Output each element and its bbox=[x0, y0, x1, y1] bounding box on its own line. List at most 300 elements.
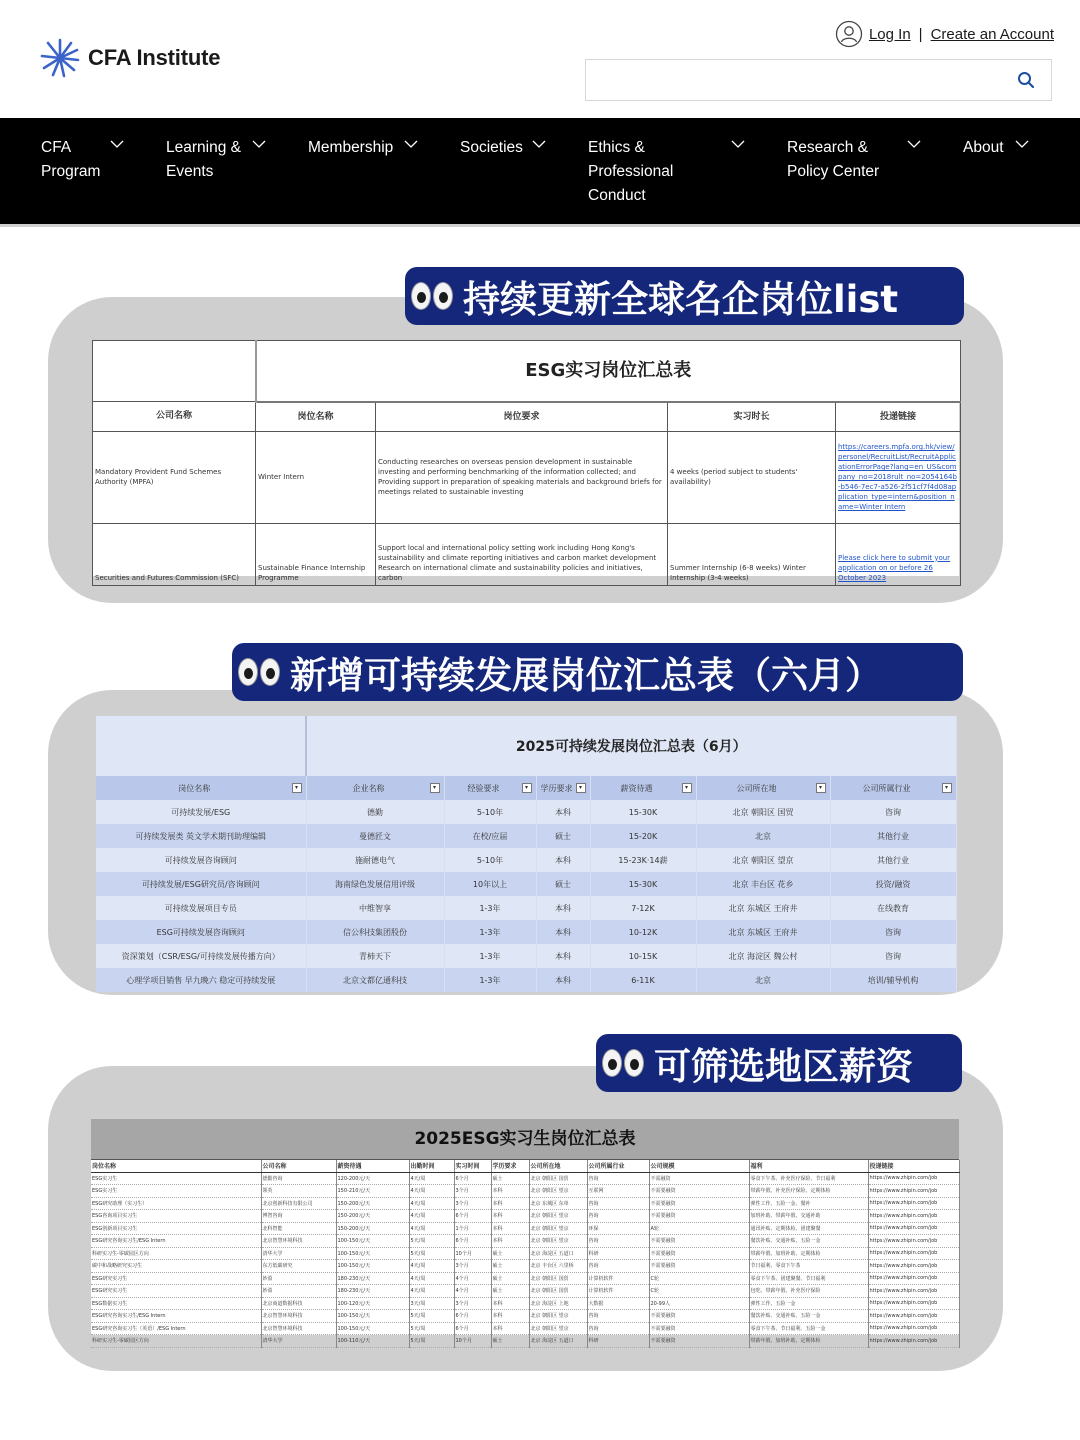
table-cell: Sustainable Finance Internship Programme bbox=[256, 523, 376, 585]
nav-ethics[interactable] bbox=[588, 136, 673, 208]
chevron-down-icon[interactable] bbox=[110, 140, 124, 149]
apply-link[interactable]: https://www.zhipin.com/job bbox=[868, 1172, 959, 1185]
table-cell: 北京 bbox=[696, 968, 830, 992]
table-cell: 硕士 bbox=[536, 872, 590, 896]
table-row bbox=[91, 1335, 959, 1348]
nav-label: Research & bbox=[787, 139, 868, 156]
sheet-title: 2025可持续发展岗位汇总表（6月） bbox=[306, 716, 956, 776]
table-cell: 150-200元/天 bbox=[336, 1222, 409, 1235]
table-cell: 4天/周 bbox=[409, 1272, 454, 1285]
table-cell: 其他行业 bbox=[830, 824, 956, 848]
filter-dropdown-icon: ▾ bbox=[942, 783, 952, 793]
esg-intern-salary-sheet bbox=[91, 1119, 959, 1345]
column-header[interactable]: 薪资待遇 bbox=[336, 1160, 409, 1172]
table-cell: 心理学项目销售 早九晚六 稳定可持续发展 bbox=[96, 968, 306, 992]
table-cell: 硕士 bbox=[491, 1272, 529, 1285]
table-cell: 本科 bbox=[536, 968, 590, 992]
table-cell: 餐饮补贴、交通补贴、五险一金 bbox=[749, 1310, 868, 1323]
table-cell: 零食下午茶、补充医疗保险、节日福利 bbox=[749, 1172, 868, 1185]
table-row bbox=[96, 968, 956, 992]
table-cell: 包吃、带薪年假、补充医疗保险 bbox=[749, 1285, 868, 1298]
esg-intern-sheet bbox=[92, 340, 959, 582]
table-cell: ESG数据实习生 bbox=[91, 1297, 261, 1310]
table-cell: C轮 bbox=[649, 1272, 749, 1285]
table-cell: 1-3年 bbox=[444, 920, 536, 944]
table-cell: 6个月 bbox=[454, 1235, 491, 1248]
nav-about[interactable] bbox=[963, 136, 1004, 160]
apply-link[interactable]: https://www.zhipin.com/job bbox=[868, 1210, 959, 1223]
table-cell: 东方低碳研究 bbox=[261, 1260, 336, 1273]
apply-link[interactable]: https://www.zhipin.com/job bbox=[868, 1197, 959, 1210]
filter-dropdown-icon: ▾ bbox=[522, 783, 532, 793]
create-account-link[interactable]: Create an Account bbox=[930, 25, 1054, 43]
logo[interactable] bbox=[40, 38, 220, 78]
column-header: 实习时长 bbox=[668, 402, 836, 432]
table-cell: 可持续发展咨询顾问 bbox=[96, 848, 306, 872]
table-row bbox=[96, 896, 956, 920]
table-cell: 青柿天下 bbox=[306, 944, 444, 968]
column-header[interactable]: 公司所在地 ▾ bbox=[696, 776, 830, 800]
column-header[interactable]: 投递链接 bbox=[868, 1160, 959, 1172]
sheet-corner bbox=[96, 716, 306, 776]
table-cell: 北京 朝阳区 国贸 bbox=[529, 1272, 587, 1285]
table-cell: 本科 bbox=[491, 1185, 529, 1198]
chevron-down-icon[interactable] bbox=[907, 140, 921, 149]
sustainability-sheet bbox=[96, 716, 956, 985]
table-cell: Securities and Futures Commission (SFC) bbox=[93, 523, 256, 585]
table-cell: ESG可持续发展咨询顾问 bbox=[96, 920, 306, 944]
table-cell: ESG研究咨询实习生（英语）/ESG Intern bbox=[91, 1322, 261, 1335]
table-cell: 120-200元/天 bbox=[336, 1172, 409, 1185]
table-cell: 咨询 bbox=[830, 944, 956, 968]
chevron-down-icon[interactable] bbox=[731, 140, 745, 149]
nav-label: Learning & bbox=[166, 139, 241, 156]
table-cell: 投资/融资 bbox=[830, 872, 956, 896]
nav-label: Professional bbox=[588, 163, 674, 180]
table-cell: 4天/周 bbox=[409, 1260, 454, 1273]
table-cell: 4天/周 bbox=[409, 1197, 454, 1210]
apply-link[interactable]: https://www.zhipin.com/job bbox=[868, 1247, 959, 1260]
table-row bbox=[96, 824, 956, 848]
sheet-title: 2025ESG实习生岗位汇总表 bbox=[91, 1119, 959, 1160]
table-cell: 硕士 bbox=[491, 1247, 529, 1260]
table-cell: 节日福利、零食下午茶 bbox=[749, 1260, 868, 1273]
table-row bbox=[96, 800, 956, 824]
chevron-down-icon[interactable] bbox=[252, 140, 266, 149]
table-cell: 5-10年 bbox=[444, 800, 536, 824]
table-cell: 6个月 bbox=[454, 1172, 491, 1185]
table-cell: 北京智慧环境科技 bbox=[261, 1310, 336, 1323]
table-cell: 3个月 bbox=[454, 1297, 491, 1310]
table-cell: ESG研究实习生 bbox=[91, 1272, 261, 1285]
table-cell: 不需要融资 bbox=[649, 1185, 749, 1198]
table-cell: 不需要融资 bbox=[649, 1260, 749, 1273]
table-row bbox=[91, 1247, 959, 1260]
table-cell: ESG研究实习生 bbox=[91, 1285, 261, 1298]
table-cell: 互联网 bbox=[587, 1185, 649, 1198]
table-cell: 4个月 bbox=[454, 1285, 491, 1298]
apply-link[interactable]: https://www.zhipin.com/job bbox=[868, 1297, 959, 1310]
table-cell: 100-150元/天 bbox=[336, 1260, 409, 1273]
table-cell: 10个月 bbox=[454, 1335, 491, 1348]
column-header[interactable]: 福利 bbox=[749, 1160, 868, 1172]
table-cell: 北京 东城区 王府井 bbox=[696, 896, 830, 920]
nav-label: Events bbox=[166, 163, 214, 180]
table-row bbox=[96, 920, 956, 944]
apply-link[interactable]: https://www.zhipin.com/job bbox=[868, 1272, 959, 1285]
table-cell: 本科 bbox=[491, 1235, 529, 1248]
table-cell: 不需要融资 bbox=[649, 1210, 749, 1223]
apply-link[interactable]: https://www.zhipin.com/job bbox=[868, 1310, 959, 1323]
table-cell: 本科 bbox=[536, 896, 590, 920]
table-cell: 信公科技集团股份 bbox=[306, 920, 444, 944]
table-row bbox=[91, 1185, 959, 1198]
table-cell: 科研 bbox=[587, 1247, 649, 1260]
table-cell: 可持续发展类 英文学术期刊助理编辑 bbox=[96, 824, 306, 848]
chevron-down-icon[interactable] bbox=[404, 140, 418, 149]
column-header[interactable]: 出勤时间 bbox=[409, 1160, 454, 1172]
apply-link[interactable]: https://www.zhipin.com/job bbox=[868, 1222, 959, 1235]
filter-dropdown-icon: ▾ bbox=[576, 783, 586, 793]
apply-link[interactable]: https://www.zhipin.com/job bbox=[868, 1260, 959, 1273]
table-cell: ESG研究咨询实习生/ESG Intern bbox=[91, 1235, 261, 1248]
table-cell: Summer Internship (6-8 weeks) Winter Internship (3-4 weeks) bbox=[668, 523, 836, 585]
link-separator: | bbox=[918, 25, 923, 43]
nav-label: About bbox=[963, 139, 1004, 156]
table-cell: 15-30K bbox=[590, 872, 696, 896]
table-cell: 带薪年假、加班补助、定期体检 bbox=[749, 1247, 868, 1260]
table-row bbox=[91, 1310, 959, 1323]
apply-link[interactable]: https://www.zhipin.com/job bbox=[868, 1322, 959, 1335]
badge-text: 新增可持续发展岗位汇总表（六月） bbox=[290, 654, 882, 697]
table-cell: 10-12K bbox=[590, 920, 696, 944]
nav-societies[interactable] bbox=[460, 136, 523, 160]
table-cell: 北京 朝阳区 望京 bbox=[696, 848, 830, 872]
table-cell: 大数据 bbox=[587, 1297, 649, 1310]
column-header: 岗位要求 bbox=[376, 402, 668, 432]
table-cell: A轮 bbox=[649, 1222, 749, 1235]
table-cell: 北京文都亿通科技 bbox=[306, 968, 444, 992]
column-header: 公司名称 bbox=[93, 402, 256, 432]
column-header[interactable]: 岗位名称 ▾ bbox=[96, 776, 306, 800]
table-cell: 科研 bbox=[587, 1335, 649, 1348]
table-cell: 北京 东城区 王府井 bbox=[696, 920, 830, 944]
user-icon bbox=[835, 20, 863, 48]
table-cell: 北京 朝阳区 望京 bbox=[529, 1210, 587, 1223]
eyes-icon bbox=[411, 282, 453, 310]
table-cell: 20-99人 bbox=[649, 1297, 749, 1310]
table-cell: 100-150元/天 bbox=[336, 1310, 409, 1323]
table-cell: 可持续发展项目专员 bbox=[96, 896, 306, 920]
table-cell: 100-110元/天 bbox=[336, 1335, 409, 1348]
table-cell: 150-200元/天 bbox=[336, 1197, 409, 1210]
table-cell: 咨询 bbox=[830, 800, 956, 824]
table-cell: 北京 bbox=[696, 824, 830, 848]
table-cell: 弹性工作、五险一金、餐补 bbox=[749, 1197, 868, 1210]
eyes-icon bbox=[238, 658, 280, 686]
table-cell: 4 weeks (period subject to students' availability) bbox=[668, 431, 836, 523]
table-cell: 本科 bbox=[536, 800, 590, 824]
table-row bbox=[91, 1197, 959, 1210]
table-cell: Conducting researches on overseas pension development in sustainable investing and performing benchmarking of the information collected; and Providing support in preparation of speaking materials and background briefs for meetings related to sustainable investing bbox=[376, 431, 668, 523]
chevron-down-icon[interactable] bbox=[532, 140, 546, 149]
column-header[interactable]: 学历要求 bbox=[491, 1160, 529, 1172]
table-cell: 5天/周 bbox=[409, 1310, 454, 1323]
nav-label: Membership bbox=[308, 139, 394, 156]
table-cell: C轮 bbox=[649, 1285, 749, 1298]
table-row bbox=[96, 848, 956, 872]
filter-dropdown-icon: ▾ bbox=[430, 783, 440, 793]
column-header[interactable]: 企业名称 ▾ bbox=[306, 776, 444, 800]
table-cell: 妙盈 bbox=[261, 1285, 336, 1298]
table-cell: 100-150元/天 bbox=[336, 1247, 409, 1260]
table-cell: 北京智慧环境科技 bbox=[261, 1322, 336, 1335]
table-cell: 15-30K bbox=[590, 800, 696, 824]
table-cell: 咨询 bbox=[830, 920, 956, 944]
badge-text: 可筛选地区薪资 bbox=[654, 1045, 913, 1088]
table-cell: 带薪年假、加班补助、定期体检 bbox=[749, 1335, 868, 1348]
table-cell: 150-210元/天 bbox=[336, 1185, 409, 1198]
table-cell: 100-150元/天 bbox=[336, 1322, 409, 1335]
table-row bbox=[93, 523, 961, 585]
table-cell: 150-200元/天 bbox=[336, 1210, 409, 1223]
table-cell: 北京智慧环境科技 bbox=[261, 1235, 336, 1248]
table-cell: 100-150元/天 bbox=[336, 1235, 409, 1248]
table-cell: 零食下午茶、节日福利、五险一金 bbox=[749, 1322, 868, 1335]
table-cell: 北京创新科技有限公司 bbox=[261, 1197, 336, 1210]
apply-link[interactable]: https://www.zhipin.com/job bbox=[868, 1335, 959, 1348]
table-cell: 北京 朝阳区 望京 bbox=[529, 1310, 587, 1323]
table-cell: 硕士 bbox=[491, 1285, 529, 1298]
table-cell: 北京 海淀区 五道口 bbox=[529, 1247, 587, 1260]
table-cell: 本科 bbox=[536, 944, 590, 968]
nav-learning-events[interactable] bbox=[166, 136, 241, 184]
filter-dropdown-icon: ▾ bbox=[292, 783, 302, 793]
table-cell: 3个月 bbox=[454, 1260, 491, 1273]
table-cell: 科研实习生-零碳园区方向 bbox=[91, 1247, 261, 1260]
table-cell: Support local and international policy setting work including Hong Kong's sustainability and climate reporting initiatives and carbon market development Research on international climate and sustainability policies and initiatives, carbon bbox=[376, 523, 668, 585]
eyes-icon bbox=[602, 1049, 644, 1077]
table-cell: 施耐德电气 bbox=[306, 848, 444, 872]
column-header[interactable]: 公司所属行业 ▾ bbox=[830, 776, 956, 800]
section-badge-2 bbox=[232, 643, 963, 701]
table-cell: 10年以上 bbox=[444, 872, 536, 896]
table-cell: ESG研究咨询实习生/ESG Intern bbox=[91, 1310, 261, 1323]
table-cell: 博智咨询 bbox=[261, 1210, 336, 1223]
table-cell: 北京 朝阳区 国贸 bbox=[696, 800, 830, 824]
table-cell: Mandatory Provident Fund Schemes Authority (MPFA) bbox=[93, 431, 256, 523]
table-cell: 北京 朝阳区 望京 bbox=[529, 1235, 587, 1248]
table-cell: 15-23K·14薪 bbox=[590, 848, 696, 872]
table-row bbox=[91, 1285, 959, 1298]
table-row bbox=[91, 1222, 959, 1235]
table-cell: 180-230元/天 bbox=[336, 1285, 409, 1298]
nav-cfa-program[interactable] bbox=[41, 136, 100, 184]
table-cell: 6个月 bbox=[454, 1310, 491, 1323]
table-cell: 咨询 bbox=[587, 1197, 649, 1210]
table-cell: 4天/周 bbox=[409, 1210, 454, 1223]
table-cell: 3个月 bbox=[454, 1185, 491, 1198]
table-cell: 咨询 bbox=[587, 1260, 649, 1273]
table-cell: 4天/周 bbox=[409, 1222, 454, 1235]
table-cell: 资深策划（CSR/ESG/可持续发展传播方向） bbox=[96, 944, 306, 968]
nav-label: Program bbox=[41, 163, 101, 180]
table-cell: 可持续发展/ESG bbox=[96, 800, 306, 824]
nav-research[interactable] bbox=[787, 136, 879, 184]
table-cell: 计算机软件 bbox=[587, 1272, 649, 1285]
table-cell: 本科 bbox=[491, 1310, 529, 1323]
table-cell: 北京 朝阳区 国贸 bbox=[529, 1285, 587, 1298]
table-row bbox=[91, 1235, 959, 1248]
section-badge-1 bbox=[405, 267, 964, 325]
table-cell: ESG实习生 bbox=[91, 1185, 261, 1198]
table-cell: 北京 海淀区 上地 bbox=[529, 1297, 587, 1310]
apply-link[interactable]: https://www.zhipin.com/job bbox=[868, 1185, 959, 1198]
table-cell: 咨询 bbox=[587, 1235, 649, 1248]
apply-link[interactable]: Please click here to submit your application on or before 26 October 2023 bbox=[836, 523, 961, 585]
filter-dropdown-icon: ▾ bbox=[682, 783, 692, 793]
column-header[interactable]: 岗位名称 bbox=[91, 1160, 261, 1172]
table-cell: Winter Intern bbox=[256, 431, 376, 523]
header-row bbox=[91, 1160, 959, 1172]
table-cell: 1-3年 bbox=[444, 944, 536, 968]
column-header[interactable]: 公司所属行业 bbox=[587, 1160, 649, 1172]
table-cell: 计算机软件 bbox=[587, 1285, 649, 1298]
apply-link[interactable]: https://www.zhipin.com/job bbox=[868, 1285, 959, 1298]
table-cell: 本科 bbox=[491, 1222, 529, 1235]
table-cell: 清华大学 bbox=[261, 1247, 336, 1260]
table-cell: 不需融资 bbox=[649, 1172, 749, 1185]
table-cell: 北京 朝阳区 国贸 bbox=[529, 1172, 587, 1185]
column-header[interactable]: 公司规模 bbox=[649, 1160, 749, 1172]
column-header: 岗位名称 bbox=[256, 402, 376, 432]
table-cell: 100-120元/天 bbox=[336, 1297, 409, 1310]
table-cell: 5天/周 bbox=[409, 1247, 454, 1260]
apply-link[interactable]: https://careers.mpfa.org.hk/view/personel/RecruitList/RecruitApplicationErrorPage?lang=en_US&company_no=2018rult_no=2054164b-b546-7ec7-a526-2f51cf7f4d08application_type=intern&position_name=Winter Intern bbox=[836, 431, 961, 523]
table-cell: 4天/周 bbox=[409, 1285, 454, 1298]
column-header[interactable]: 公司所在地 bbox=[529, 1160, 587, 1172]
table-cell: 4天/周 bbox=[409, 1185, 454, 1198]
table-cell: 曼德匠文 bbox=[306, 824, 444, 848]
table-cell: 4天/周 bbox=[409, 1172, 454, 1185]
search-input[interactable] bbox=[585, 59, 1052, 101]
apply-link[interactable]: https://www.zhipin.com/job bbox=[868, 1235, 959, 1248]
table-cell: 北京商道数据科技 bbox=[261, 1297, 336, 1310]
section-badge-3 bbox=[596, 1034, 962, 1092]
table-cell: 5天/周 bbox=[409, 1322, 454, 1335]
table-cell: 领英 bbox=[261, 1185, 336, 1198]
column-header: 投递链接 bbox=[836, 402, 961, 432]
table-cell: ESG创新项目实习生 bbox=[91, 1222, 261, 1235]
table-cell: ESG咨询项目实习生 bbox=[91, 1210, 261, 1223]
table-cell: 5天/周 bbox=[409, 1335, 454, 1348]
column-header[interactable]: 公司名称 bbox=[261, 1160, 336, 1172]
table-cell: 本科 bbox=[491, 1322, 529, 1335]
table-cell: 1个月 bbox=[454, 1222, 491, 1235]
table-cell: 咨询 bbox=[587, 1210, 649, 1223]
table-cell: 硕士 bbox=[491, 1172, 529, 1185]
nav-label: Policy Center bbox=[787, 163, 880, 180]
table-cell: 德勤 bbox=[306, 800, 444, 824]
table-cell: 5-10年 bbox=[444, 848, 536, 872]
table-cell: 北科智能 bbox=[261, 1222, 336, 1235]
table-cell: 本科 bbox=[491, 1197, 529, 1210]
chevron-down-icon[interactable] bbox=[1015, 140, 1029, 149]
table-cell: 硕士 bbox=[536, 824, 590, 848]
table-cell: 加班补助、带薪年假、交通补助 bbox=[749, 1210, 868, 1223]
table-cell: 本科 bbox=[536, 848, 590, 872]
sheet-corner bbox=[93, 341, 256, 402]
table-cell: 妙盈 bbox=[261, 1272, 336, 1285]
table-cell: 北京 东城区 东单 bbox=[529, 1197, 587, 1210]
cfa-logo-icon bbox=[40, 38, 80, 78]
column-header[interactable]: 学历要求 ▾ bbox=[536, 776, 590, 800]
table-cell: 不需要融资 bbox=[649, 1197, 749, 1210]
table-cell: 6-11K bbox=[590, 968, 696, 992]
table-cell: 本科 bbox=[536, 920, 590, 944]
table-cell: 1-3年 bbox=[444, 896, 536, 920]
table-cell: 科研实习生-零碳园区方向 bbox=[91, 1335, 261, 1348]
table-cell: 北京 朝阳区 望京 bbox=[529, 1222, 587, 1235]
column-header[interactable]: 实习时间 bbox=[454, 1160, 491, 1172]
column-header[interactable]: 经验要求 ▾ bbox=[444, 776, 536, 800]
table-cell: 北京 朝阳区 望京 bbox=[529, 1185, 587, 1198]
table-cell: 7-12K bbox=[590, 896, 696, 920]
main-nav bbox=[0, 118, 1080, 224]
table-cell: 带薪年假、补充医疗保险、定期体检 bbox=[749, 1185, 868, 1198]
nav-divider bbox=[0, 224, 1080, 227]
header-row bbox=[96, 776, 956, 800]
table-cell: 10-15K bbox=[590, 944, 696, 968]
table-cell: 6个月 bbox=[454, 1322, 491, 1335]
table-cell: 在线教育 bbox=[830, 896, 956, 920]
table-cell: 不需要融资 bbox=[649, 1310, 749, 1323]
table-cell: 15-20K bbox=[590, 824, 696, 848]
table-cell: 碳中和战略研究实习生 bbox=[91, 1260, 261, 1273]
table-cell: 通讯补贴、定期体检、团建聚餐 bbox=[749, 1222, 868, 1235]
table-cell: 不需要融资 bbox=[649, 1235, 749, 1248]
table-cell: 6个月 bbox=[454, 1210, 491, 1223]
nav-label: Conduct bbox=[588, 187, 646, 204]
table-cell: 咨询 bbox=[587, 1322, 649, 1335]
table-cell: 180-230元/天 bbox=[336, 1272, 409, 1285]
table-cell: 零食下午茶、团建聚餐、节日福利 bbox=[749, 1272, 868, 1285]
table-row bbox=[91, 1172, 959, 1185]
table-cell: 可持续发展/ESG研究员/咨询顾问 bbox=[96, 872, 306, 896]
table-cell: 餐饮补贴、交通补贴、五险一金 bbox=[749, 1235, 868, 1248]
table-cell: 4个月 bbox=[454, 1272, 491, 1285]
table-row bbox=[96, 872, 956, 896]
table-cell: 不需要融资 bbox=[649, 1247, 749, 1260]
table-cell: ESG实习生 bbox=[91, 1172, 261, 1185]
table-cell: 中维智享 bbox=[306, 896, 444, 920]
table-cell: 培训/辅导机构 bbox=[830, 968, 956, 992]
filter-dropdown-icon: ▾ bbox=[816, 783, 826, 793]
table-cell: 北京 丰台区 六里桥 bbox=[529, 1260, 587, 1273]
sheet-title: ESG实习岗位汇总表 bbox=[256, 341, 961, 402]
login-link[interactable]: Log In bbox=[868, 25, 911, 43]
table-cell: 3个月 bbox=[454, 1197, 491, 1210]
table-cell: 不需要融资 bbox=[649, 1335, 749, 1348]
table-cell: 硕士 bbox=[491, 1335, 529, 1348]
nav-membership[interactable] bbox=[308, 136, 393, 160]
column-header[interactable]: 薪资待遇 ▾ bbox=[590, 776, 696, 800]
table-row bbox=[93, 431, 961, 523]
table-cell: 5天/周 bbox=[409, 1235, 454, 1248]
table-row bbox=[91, 1260, 959, 1273]
search-icon[interactable] bbox=[1017, 71, 1035, 89]
nav-label: Ethics & bbox=[588, 139, 645, 156]
